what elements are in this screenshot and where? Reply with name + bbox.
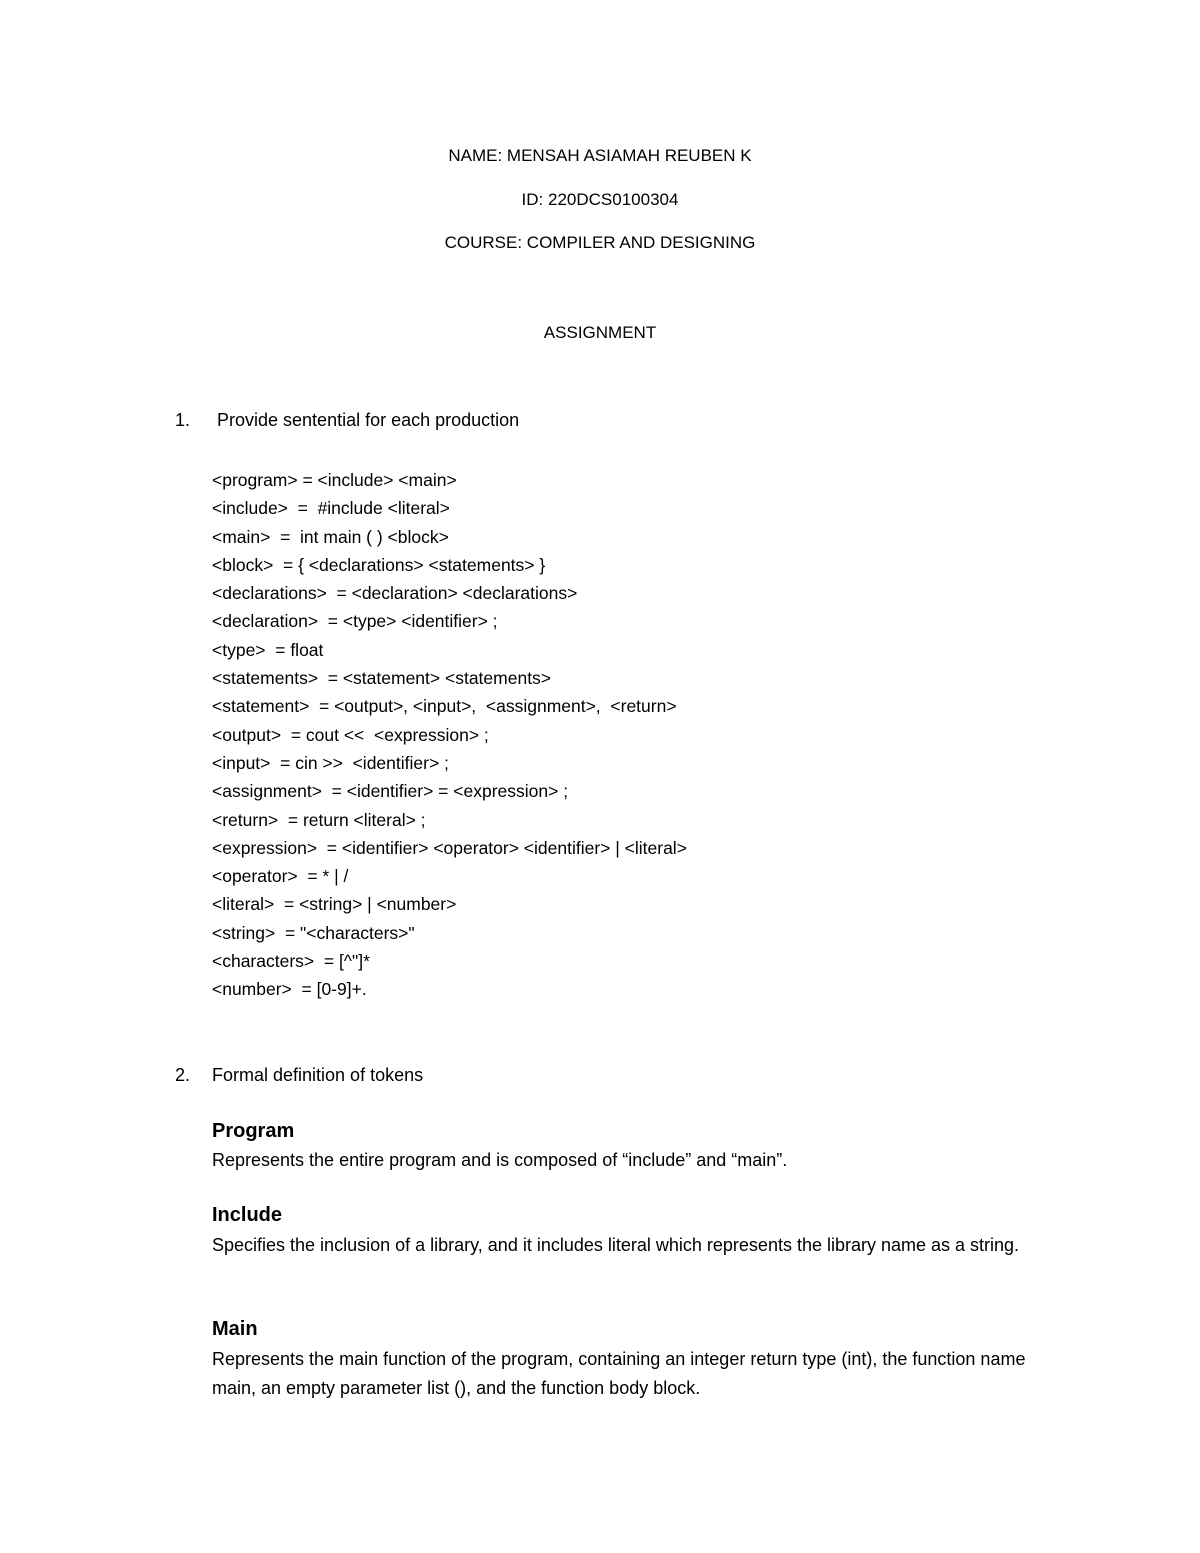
production-type: <type> = float (212, 639, 324, 660)
student-id: ID: 220DCS0100304 (521, 190, 679, 209)
production-main: <main> = int main ( ) <block> (212, 526, 449, 547)
production-input: <input> = cin >> <identifier> ; (212, 752, 449, 773)
term-heading-program: Program (212, 1120, 295, 1142)
production-statements: <statements> = <statement> <statements> (212, 668, 552, 689)
production-literal: <literal> = <string> | <number> (212, 894, 457, 915)
production-declarations: <declarations> = <declaration> <declarations> (212, 583, 578, 604)
production-operator: <operator> = * | / (212, 866, 349, 887)
production-output: <output> = cout << <expression> ; (212, 724, 489, 745)
production-number: <number> = [0-9]+. (212, 979, 367, 1000)
question-2-number: 2. (175, 1065, 191, 1085)
term-description-include: Specifies the inclusion of a library, and it includes literal which represents the library name as a string. (212, 1235, 1020, 1255)
question-1-number: 1. (175, 410, 191, 430)
production-string: <string> = "<characters>" (212, 922, 415, 943)
production-characters: <characters> = [^"]* (212, 951, 370, 972)
document-title: ASSIGNMENT (543, 323, 657, 342)
production-assignment: <assignment> = <identifier> = <expression> ; (212, 781, 569, 802)
term-heading-main: Main (212, 1318, 258, 1340)
question-2-text: Formal definition of tokens (212, 1065, 424, 1085)
production-list (212, 466, 687, 1004)
production-expression: <expression> = <identifier> <operator> <identifier> | <literal> (212, 837, 687, 858)
student-name: NAME: MENSAH ASIAMAH REUBEN K (448, 146, 752, 165)
question-1-text: Provide sentential for each production (217, 410, 520, 430)
term-heading-include: Include (212, 1204, 283, 1226)
production-include: <include> = #include <literal> (212, 498, 450, 519)
course-name: COURSE: COMPILER AND DESIGNING (444, 233, 756, 252)
term-description-main: Represents the main function of the program, containing an integer return type (int), the function name main, an empty parameter list (), and the function body block. (212, 1349, 1026, 1398)
production-statement: <statement> = <output>, <input>, <assignment>, <return> (212, 696, 677, 717)
production-block: <block> = { <declarations> <statements> } (212, 554, 546, 575)
production-declaration: <declaration> = <type> <identifier> ; (212, 611, 498, 632)
production-return: <return> = return <literal> ; (212, 809, 426, 830)
production-program: <program> = <include> <main> (212, 470, 457, 490)
term-description-program: Represents the entire program and is composed of “include” and “main”. (212, 1150, 788, 1170)
